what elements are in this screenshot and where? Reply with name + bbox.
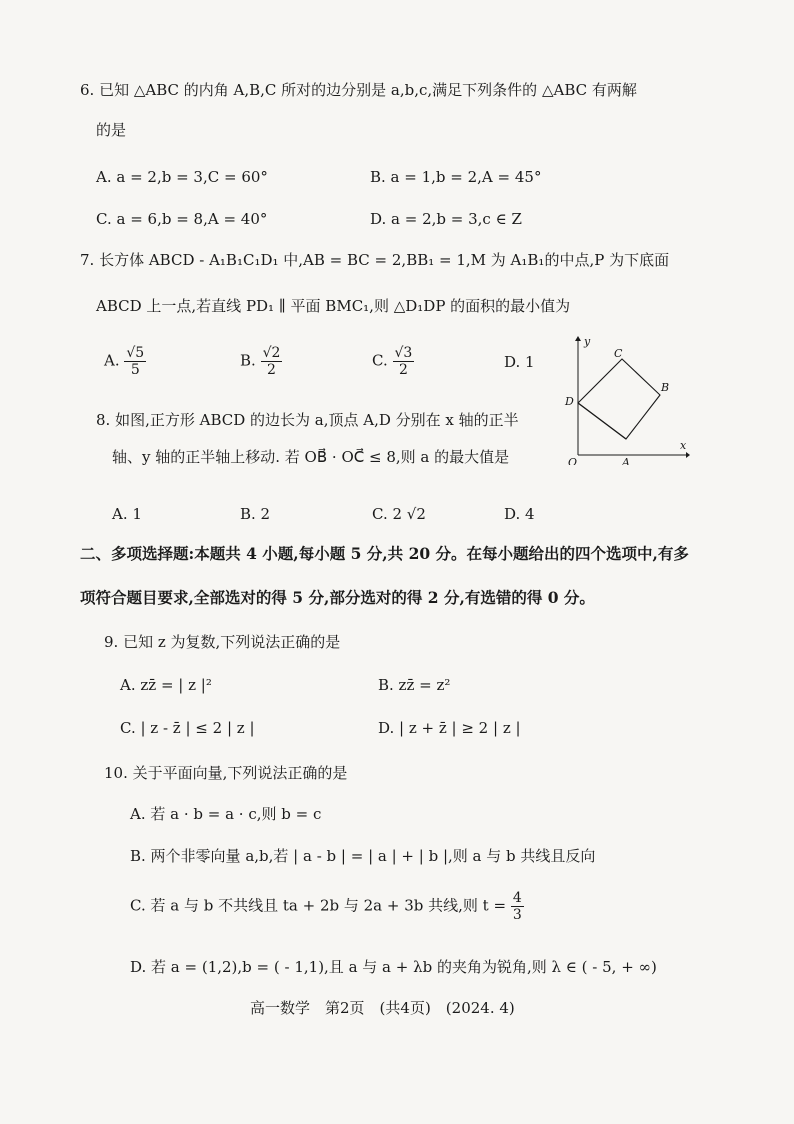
y-axis-arrow-icon xyxy=(575,336,581,341)
q7-stem-line1: 7. 长方体 ABCD - A₁B₁C₁D₁ 中,AB = BC = 2,BB₁ = 1,M 为 A₁B₁的中点,P 为下底面 xyxy=(80,251,670,269)
page-footer: 高一数学 第2页 (共4页) (2024. 4) xyxy=(250,999,515,1017)
q7-option-b-fraction xyxy=(261,345,283,378)
q6-option-d: D. a = 2,b = 3,c ∈ Z xyxy=(370,210,522,228)
q6-option-c: C. a = 6,b = 8,A = 40° xyxy=(96,210,268,228)
q10-stem: 10. 关于平面向量,下列说法正确的是 xyxy=(104,764,348,782)
q9-option-a: A. zz̄ = | z |² xyxy=(120,676,212,694)
q9-option-d: D. | z + z̄ | ≥ 2 | z | xyxy=(378,719,521,737)
q10-option-a: A. 若 a · b = a · c,则 b = c xyxy=(130,805,322,823)
q7-option-d: D. 1 xyxy=(504,353,535,371)
q10-option-c-fraction xyxy=(511,890,524,923)
q6-option-b: B. a = 1,b = 2,A = 45° xyxy=(370,168,542,186)
q6-stem-line1: 6. 已知 △ABC 的内角 A,B,C 所对的边分别是 a,b,c,满足下列条件的 △ABC 有两解 xyxy=(80,81,637,99)
label-d: D xyxy=(565,395,574,408)
label-y: y xyxy=(584,335,591,348)
q8-square-figure xyxy=(560,335,690,465)
label-c: C xyxy=(614,347,623,360)
q7-option-a xyxy=(104,345,146,378)
q6-option-a: A. a = 2,b = 3,C = 60° xyxy=(96,168,268,186)
q7-option-c-numerator: √3 xyxy=(394,345,413,361)
q9-option-b: B. zz̄ = z² xyxy=(378,676,451,694)
q7-option-c-fraction xyxy=(393,345,415,378)
q8-option-d: D. 4 xyxy=(504,505,535,523)
q8-option-a: A. 1 xyxy=(112,505,142,523)
side-da xyxy=(578,403,626,439)
q7-option-c xyxy=(372,345,414,378)
square-abcd xyxy=(578,359,660,439)
q7-option-a-numerator: √5 xyxy=(126,345,145,361)
q7-option-c-denominator: 2 xyxy=(398,362,408,378)
label-a: A xyxy=(622,456,630,465)
q7-option-a-denominator: 5 xyxy=(130,362,140,378)
q8-figure-svg xyxy=(560,335,690,465)
section2-instruction-line1: 二、多项选择题:本题共 4 小题,每小题 5 分,共 20 分。在每小题给出的四个选项中,有多 xyxy=(80,544,689,563)
section2-instruction-line2: 项符合题目要求,全部选对的得 5 分,部分选对的得 2 分,有选错的得 0 分。 xyxy=(80,588,595,607)
q9-stem: 9. 已知 z 为复数,下列说法正确的是 xyxy=(104,633,341,651)
q7-option-b-numerator: √2 xyxy=(262,345,281,361)
q8-option-b: B. 2 xyxy=(240,505,271,523)
q7-option-b-label: B. xyxy=(240,351,256,370)
q8-option-c: C. 2 √2 xyxy=(372,505,426,523)
q10-option-b: B. 两个非零向量 a,b,若 | a - b | = | a | + | b |,则 a 与 b 共线且反向 xyxy=(130,847,596,865)
q7-option-a-fraction xyxy=(124,345,146,378)
q7-option-c-label: C. xyxy=(372,351,388,370)
label-b: B xyxy=(661,381,670,394)
label-o: O xyxy=(568,456,578,465)
x-axis-arrow-icon xyxy=(686,452,690,458)
q10-option-c-numerator: 4 xyxy=(512,890,522,906)
label-x: x xyxy=(680,439,687,452)
q7-option-b xyxy=(240,345,282,378)
q7-stem-line2: ABCD 上一点,若直线 PD₁ ∥ 平面 BMC₁,则 △D₁DP 的面积的最小值为 xyxy=(96,297,571,315)
q10-option-c xyxy=(130,890,524,923)
q10-option-c-denominator: 3 xyxy=(512,907,522,923)
q8-stem-line1: 8. 如图,正方形 ABCD 的边长为 a,顶点 A,D 分别在 x 轴的正半 xyxy=(96,411,519,429)
q8-stem-line2: 轴、y 轴的正半轴上移动. 若 OB⃗ · OC⃗ ≤ 8,则 a 的最大值是 xyxy=(112,448,510,466)
q6-stem-line2: 的是 xyxy=(96,121,127,139)
q7-option-a-label: A. xyxy=(104,351,120,370)
q7-option-b-denominator: 2 xyxy=(267,362,276,378)
q9-option-c: C. | z - z̄ | ≤ 2 | z | xyxy=(120,719,255,737)
q10-option-d: D. 若 a = (1,2),b = ( - 1,1),且 a 与 a + λb 的夹角为锐角,则 λ ∈ ( - 5, + ∞) xyxy=(130,958,657,976)
q10-option-c-text: C. 若 a 与 b 不共线且 ta + 2b 与 2a + 3b 共线,则 t = xyxy=(130,896,507,915)
